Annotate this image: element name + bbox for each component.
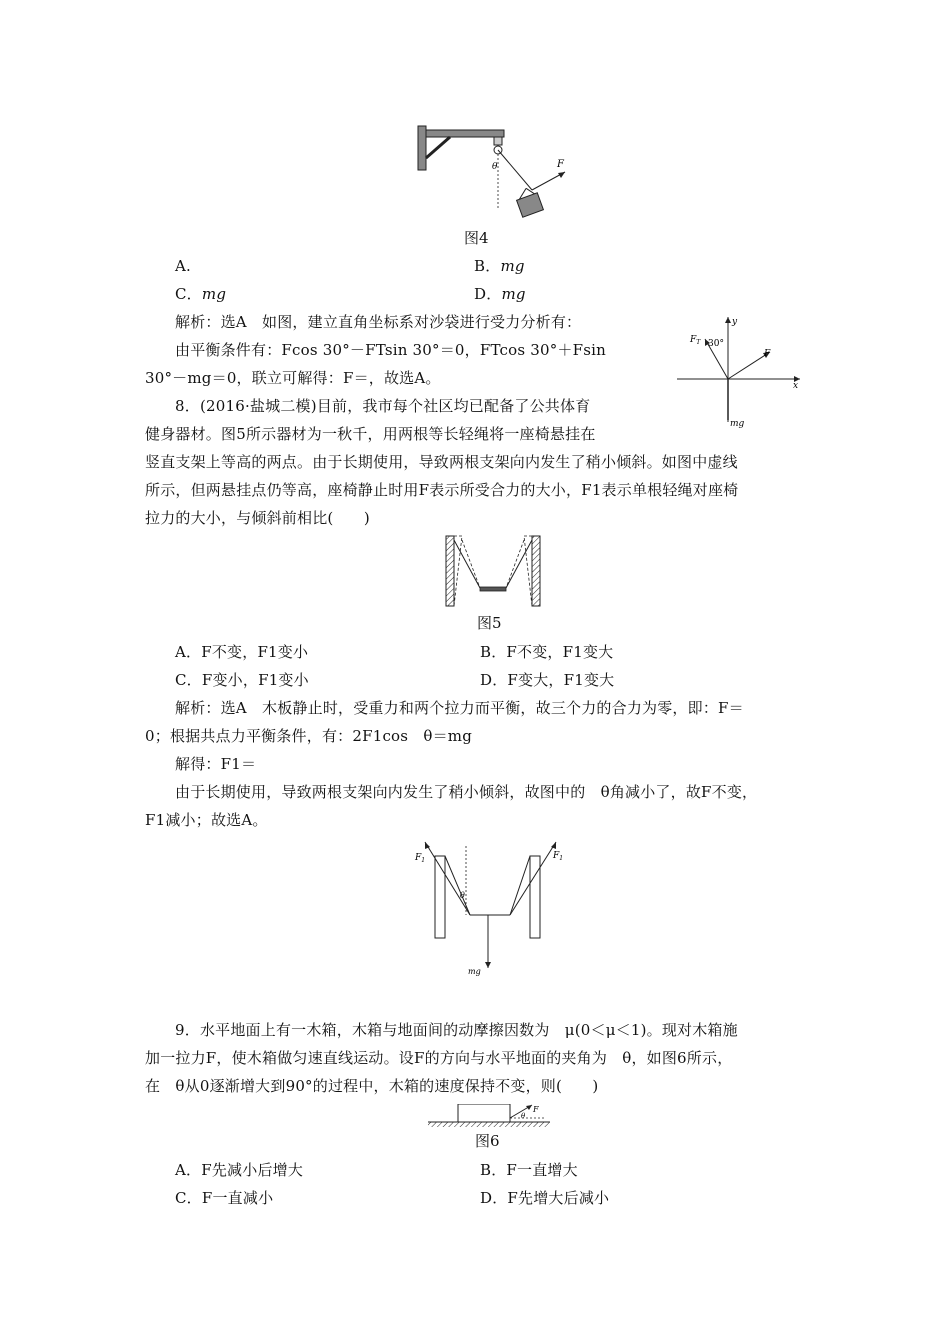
mg-label: mg (730, 419, 745, 429)
q9-option-a: A．F先减小后增大 (175, 1161, 304, 1179)
q8-option-b: B．F不变，F1变大 (480, 643, 614, 661)
q8-line-2: 健身器材。图5所示器材为一秋千，用两根等长轻绳将一座椅悬挂在 (145, 425, 596, 443)
FT-label: $F_T$ (690, 335, 701, 346)
angle-30-label: 30° (708, 339, 724, 349)
q7-option-c: C．mg (175, 285, 227, 303)
q8-line-4: 所示，但两悬挂点仍等高，座椅静止时用F表示所受合力的大小，F1表示单根轻绳对座椅 (145, 481, 739, 499)
wooden-box (458, 1104, 510, 1122)
F-label: F (533, 1105, 539, 1114)
right-rope (510, 856, 530, 915)
left-post (435, 856, 445, 938)
q9-line-2: 加一拉力F，使木箱做匀速直线运动。设F的方向与水平地面的夹角为 θ，如图6所示， (145, 1049, 733, 1067)
q8-option-a: A．F不变，F1变小 (175, 643, 309, 661)
figure-4-caption: 图4 (464, 229, 489, 247)
q8-solution-line-5: F1减小；故选A。 (145, 811, 268, 829)
q9-line-3: 在 θ从0逐渐增大到90°的过程中，木箱的速度保持不变，则( ) (145, 1077, 599, 1095)
x-label: x (793, 381, 799, 391)
bracket-brace (426, 137, 450, 158)
F-label: F (764, 349, 771, 359)
q9-option-d: D．F先增大后减小 (480, 1189, 610, 1207)
force-F-label: F (557, 159, 564, 170)
right-rope-dashed (506, 540, 524, 588)
q9-line-1: 9．水平地面上有一木箱，木箱与地面间的动摩擦因数为 μ(0＜μ＜1)。现对木箱施 (175, 1021, 738, 1039)
q7-solution-line-2: 由平衡条件有：Fcos 30°－FTsin 30°＝0，FTcos 30°＋Fsin (175, 341, 606, 359)
figure-6-diagram (426, 1104, 556, 1130)
q8-line-5: 拉力的大小，与倾斜前相比( ) (145, 509, 370, 527)
q8-option-c: C．F变小，F1变小 (175, 671, 309, 689)
figure-4-diagram (410, 120, 580, 220)
figure-5-caption: 图5 (477, 614, 502, 632)
q8-solution-line-3: 解得：F1＝ (175, 755, 257, 773)
left-post (446, 536, 454, 606)
left-rope (454, 540, 480, 588)
q8-option-d: D．F变大，F1变大 (480, 671, 615, 689)
wall-post (418, 126, 426, 170)
q9-option-c: C．F一直减小 (175, 1189, 274, 1207)
rope (498, 150, 532, 190)
ground (428, 1122, 550, 1127)
F1-left-label: $F_1$ (415, 853, 426, 864)
q8-line-1: 8．(2016·盐城二模)目前，我市每个社区均已配备了公共体育 (175, 397, 591, 415)
y-label: y (732, 317, 738, 327)
q9-option-b: B．F一直增大 (480, 1161, 578, 1179)
F1-left-arrow (425, 842, 470, 915)
q7-force-diagram (672, 312, 812, 432)
left-rope-dashed (462, 540, 480, 588)
q7-solution-line-3: 30°－mg＝0，联立可解得：F＝，故选A。 (145, 369, 441, 387)
q8-force-diagram (410, 838, 580, 978)
pulley-mount (494, 137, 502, 145)
F1-right-label: $F_1$ (553, 851, 564, 862)
q7-option-d: D．mg (474, 285, 526, 303)
right-rope (506, 540, 532, 588)
q7-option-a: A. (175, 257, 192, 275)
right-post (530, 856, 540, 938)
seat (480, 587, 506, 591)
sandbag (514, 185, 544, 217)
q8-solution-line-2: 0；根据共点力平衡条件，有：2F1cos θ＝mg (145, 727, 473, 745)
bracket-arm (426, 130, 504, 137)
theta-label: θ (460, 891, 465, 900)
right-post (532, 536, 540, 606)
theta-label: θ (521, 1112, 526, 1120)
theta-label: θ (492, 162, 498, 172)
mg-label: mg (468, 967, 481, 976)
q7-option-b: B．mg (474, 257, 525, 275)
q7-solution-line-1: 解析：选A 如图，建立直角坐标系对沙袋进行受力分析有： (175, 313, 582, 331)
q8-solution-line-1: 解析：选A 木板静止时，受重力和两个拉力而平衡，故三个力的合力为零，即：F＝ (175, 699, 744, 717)
figure-6-caption: 图6 (475, 1132, 500, 1150)
figure-5-diagram (440, 534, 550, 610)
q8-line-3: 竖直支架上等高的两点。由于长期使用，导致两根支架向内发生了稍小倾斜。如图中虚线 (145, 453, 738, 471)
q8-solution-line-4: 由于长期使用，导致两根支架向内发生了稍小倾斜，故图中的 θ角减小了，故F不变， (175, 783, 758, 801)
